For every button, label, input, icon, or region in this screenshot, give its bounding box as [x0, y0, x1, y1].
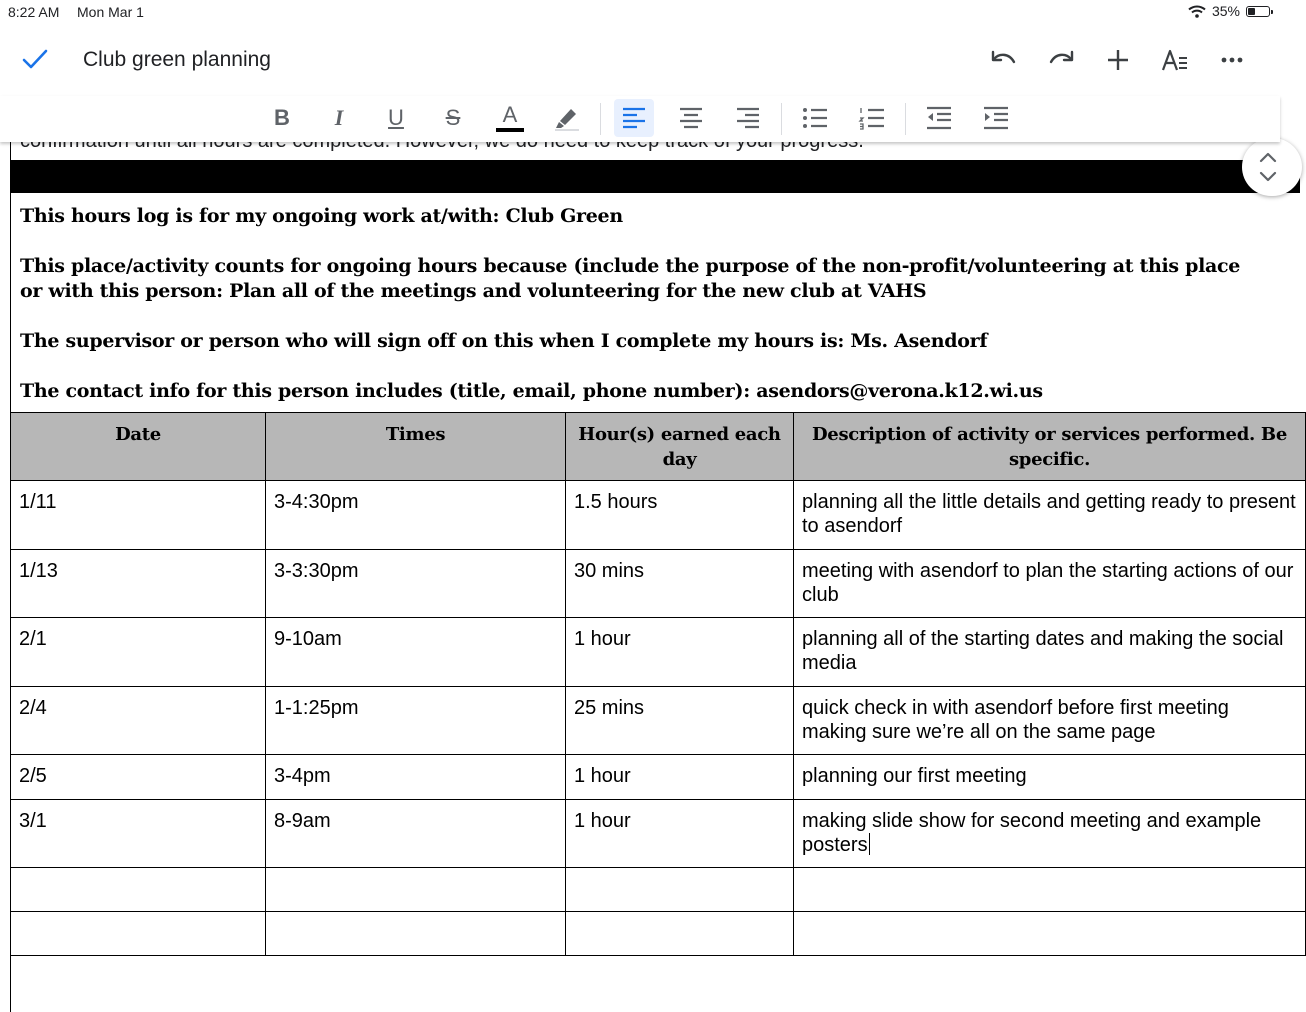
bulleted-list-button[interactable]: [795, 99, 835, 137]
cell-hours[interactable]: 1.5 hours: [566, 481, 794, 550]
highlight-button[interactable]: [547, 99, 587, 137]
cell-hours[interactable]: [566, 868, 794, 912]
text-color-button[interactable]: [490, 99, 530, 137]
cell-date[interactable]: 2/5: [11, 755, 266, 800]
cell-description[interactable]: [794, 912, 1306, 956]
cell-date[interactable]: 1/11: [11, 481, 266, 550]
cell-date[interactable]: 1/13: [11, 550, 266, 618]
header-date: Date: [11, 413, 266, 481]
cell-times[interactable]: 1-1:25pm: [266, 687, 566, 755]
italic-label: I: [334, 105, 344, 130]
cell-description[interactable]: planning all of the starting dates and making the social media: [794, 618, 1306, 687]
text-format-icon: [1161, 48, 1189, 72]
cell-hours[interactable]: 25 mins: [566, 687, 794, 755]
redo-icon: [1047, 50, 1075, 70]
bulleted-list-icon: [802, 107, 828, 129]
work-at-line: This hours log is for my ongoing work at/with: Club Green: [20, 205, 623, 227]
chevron-up-down-icon: [1258, 150, 1278, 184]
align-center-button[interactable]: [671, 99, 711, 137]
numbered-list-button[interactable]: [852, 99, 892, 137]
undo-icon: [990, 50, 1018, 70]
document-title[interactable]: Club green planning: [83, 48, 271, 71]
cell-hours[interactable]: 1 hour: [566, 755, 794, 800]
status-date: Mon Mar 1: [77, 4, 144, 20]
italic-button[interactable]: [319, 99, 359, 137]
hours-log-table: [10, 412, 1306, 956]
toolbar-divider: [905, 103, 906, 135]
description-text: making slide show for second meeting and example posters: [802, 810, 1262, 856]
redo-button[interactable]: [1032, 44, 1089, 76]
cell-times[interactable]: [266, 868, 566, 912]
align-right-button[interactable]: [728, 99, 768, 137]
table-row: [11, 868, 1306, 912]
more-options-button[interactable]: [1203, 44, 1260, 76]
cell-times[interactable]: 8-9am: [266, 800, 566, 868]
cell-date[interactable]: [11, 868, 266, 912]
table-header-row: [11, 413, 1306, 481]
add-icon: [1107, 49, 1129, 71]
bold-button[interactable]: [262, 99, 302, 137]
app-bar: [0, 24, 1280, 96]
checkmark-icon: [22, 48, 48, 70]
highlight-icon: [553, 105, 581, 131]
toolbar-divider: [600, 103, 601, 135]
table-row: [11, 755, 1306, 800]
cell-hours[interactable]: [566, 912, 794, 956]
cell-hours[interactable]: 30 mins: [566, 550, 794, 618]
increase-indent-button[interactable]: [976, 99, 1016, 137]
cell-times[interactable]: 3-4pm: [266, 755, 566, 800]
text-color-swatch: [496, 128, 524, 132]
cell-date[interactable]: 3/1: [11, 800, 266, 868]
decrease-indent-icon: [926, 106, 952, 130]
header-times: Times: [266, 413, 566, 481]
undo-button[interactable]: [975, 44, 1032, 76]
black-divider-bar: [10, 160, 1300, 193]
numbered-list-icon: [859, 107, 885, 129]
status-right: [1188, 3, 1270, 19]
increase-indent-icon: [983, 106, 1009, 130]
header-hours: Hour(s) earned each day: [566, 413, 794, 481]
purpose-paragraph: This place/activity counts for ongoing hours because (include the purpose of the non-profit/volunteering at this place or with this person: Plan all of the meetings and volunteering for the new club at VAHS: [20, 255, 1241, 302]
align-right-icon: [736, 107, 760, 129]
cell-description[interactable]: meeting with asendorf to plan the starting actions of our club: [794, 550, 1306, 618]
align-center-icon: [679, 107, 703, 129]
decrease-indent-button[interactable]: [919, 99, 959, 137]
align-left-icon: [622, 107, 646, 129]
underline-label: U: [388, 105, 404, 130]
table-row: [11, 912, 1306, 956]
table-row: [11, 687, 1306, 755]
strikethrough-label: S: [445, 105, 461, 130]
cell-description[interactable]: [794, 868, 1306, 912]
underline-button[interactable]: [376, 99, 416, 137]
document-canvas[interactable]: [0, 142, 1296, 960]
status-time: 8:22 AM: [8, 4, 60, 20]
cell-description[interactable]: planning our first meeting: [794, 755, 1306, 800]
cell-description[interactable]: quick check in with asendorf before first meeting making sure we’re all on the same page: [794, 687, 1306, 755]
supervisor-line: The supervisor or person who will sign off on this when I complete my hours is: Ms. Asendorf: [20, 330, 988, 352]
table-row: [11, 800, 1306, 868]
cell-times[interactable]: 3-3:30pm: [266, 550, 566, 618]
header-description: Description of activity or services performed. Be specific.: [794, 413, 1306, 481]
table-row: [11, 481, 1306, 550]
wifi-icon: [1188, 5, 1206, 18]
insert-button[interactable]: [1089, 44, 1146, 76]
top-actions: [975, 44, 1260, 76]
cell-hours[interactable]: 1 hour: [566, 800, 794, 868]
contact-info-line: The contact info for this person includes (title, email, phone number): asendors@verona.k12.wi.us: [20, 380, 1043, 402]
cell-description[interactable]: planning all the little details and getting ready to present to asendorf: [794, 481, 1306, 550]
table-row: [11, 618, 1306, 687]
text-color-label: A: [502, 102, 518, 127]
align-left-button[interactable]: [614, 99, 654, 137]
cell-description-active[interactable]: [794, 800, 1306, 868]
toolbar-divider: [781, 103, 782, 135]
format-toolbar: [0, 96, 1280, 142]
more-icon: [1220, 57, 1244, 63]
cell-date[interactable]: 2/4: [11, 687, 266, 755]
cell-date[interactable]: 2/1: [11, 618, 266, 687]
text-format-button[interactable]: [1146, 44, 1203, 76]
text-cursor: [869, 833, 871, 855]
cell-times[interactable]: 9-10am: [266, 618, 566, 687]
table-row: [11, 550, 1306, 618]
cell-times[interactable]: 3-4:30pm: [266, 481, 566, 550]
battery-percent: 35%: [1211, 3, 1240, 19]
battery-icon: [1246, 6, 1270, 17]
strikethrough-button[interactable]: [433, 99, 473, 137]
scroll-handle[interactable]: [1242, 138, 1302, 196]
cell-hours[interactable]: 1 hour: [566, 618, 794, 687]
done-button[interactable]: [22, 48, 50, 72]
cell-date[interactable]: [11, 912, 266, 956]
status-bar: [0, 0, 1280, 24]
battery-fill: [1248, 8, 1255, 15]
bold-label: B: [274, 105, 290, 130]
cell-times[interactable]: [266, 912, 566, 956]
